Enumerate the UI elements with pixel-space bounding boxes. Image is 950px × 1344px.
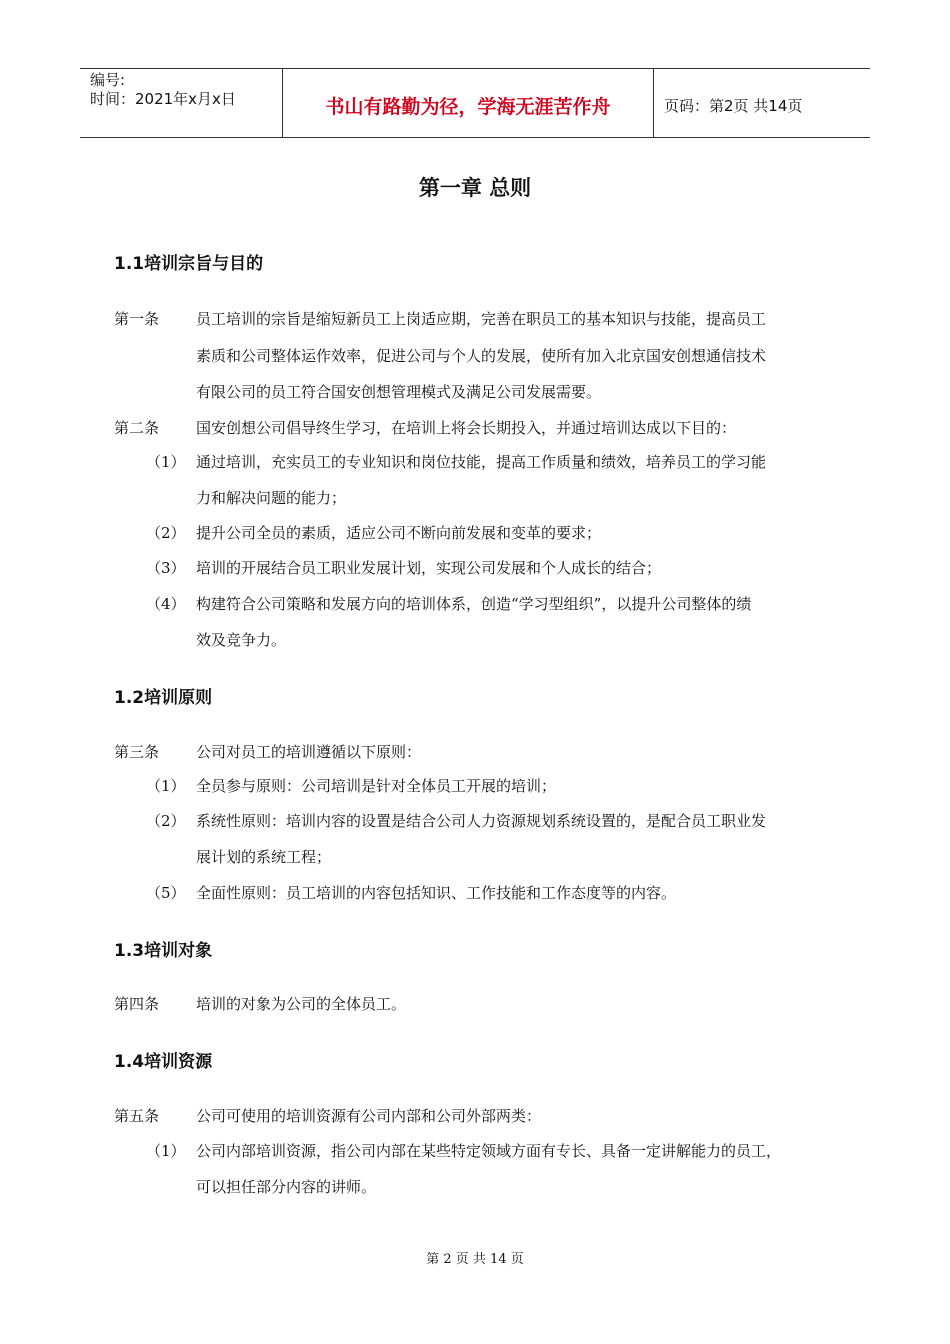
article-label: 第三条: [114, 743, 160, 761]
article-text: 国安创想公司倡导终生学习，在培训上将会长期投入，并通过培训达成以下目的：: [196, 419, 737, 437]
header-number-label: 编号:: [90, 71, 126, 89]
item-number: （1）: [146, 1142, 186, 1160]
item-text: 提升公司全员的素质，适应公司不断向前发展和变革的要求；: [196, 524, 602, 542]
article-text: 公司可使用的培训资源有公司内部和公司外部两类：: [196, 1107, 542, 1125]
page-footer: 第 2 页 共 14 页: [426, 1252, 524, 1267]
header-meta: [80, 69, 282, 137]
article-label: 第一条: [114, 310, 160, 328]
header-page-info: 页码：第2页 共14页: [664, 96, 803, 115]
section-heading: 1.4培训资源: [114, 1052, 213, 1072]
item-text: 培训的开展结合员工职业发展计划，实现公司发展和个人成长的结合；: [196, 559, 662, 577]
article-text: 员工培训的宗旨是缩短新员工上岗适应期，完善在职员工的基本知识与技能，提高员工: [196, 310, 767, 328]
article-text: 培训的对象为公司的全体员工。: [196, 995, 407, 1013]
item-text: 公司内部培训资源，指公司内部在某些特定领域方面有专长、具备一定讲解能力的员工，: [196, 1142, 782, 1160]
article-text: 公司对员工的培训遵循以下原则：: [196, 743, 422, 761]
item-text: 全员参与原则：公司培训是针对全体员工开展的培训；: [196, 777, 557, 795]
article-text: 素质和公司整体运作效率，促进公司与个人的发展，使所有加入北京国安创想通信技术: [196, 347, 767, 365]
item-number: （3）: [146, 559, 186, 577]
article-label: 第二条: [114, 419, 160, 437]
item-number: （1）: [146, 777, 186, 795]
section-heading: 1.3培训对象: [114, 941, 213, 961]
item-text: 力和解决问题的能力；: [196, 489, 347, 507]
item-text: 效及竞争力。: [196, 631, 287, 649]
article-label: 第五条: [114, 1107, 160, 1125]
item-text: 系统性原则：培训内容的设置是结合公司人力资源规划系统设置的，是配合员工职业发: [196, 812, 767, 830]
item-text: 构建符合公司策略和发展方向的培训体系，创造“学习型组织”，以提升公司整体的绩: [196, 595, 752, 613]
item-number: （2）: [146, 812, 186, 830]
header-date: 时间：2021年x月x日: [90, 90, 236, 108]
item-number: （5）: [146, 884, 186, 902]
section-heading: 1.1培训宗旨与目的: [114, 254, 264, 274]
section-heading: 1.2培训原则: [114, 688, 213, 708]
header-motto: 书山有路勤为径，学海无涯苦作舟: [282, 69, 654, 137]
item-number: （2）: [146, 524, 186, 542]
item-text: 通过培训，充实员工的专业知识和岗位技能，提高工作质量和绩效，培养员工的学习能: [196, 453, 767, 471]
item-number: （4）: [146, 595, 186, 613]
item-number: （1）: [146, 453, 186, 471]
item-text: 展计划的系统工程；: [196, 848, 332, 866]
item-text: 全面性原则：员工培训的内容包括知识、工作技能和工作态度等的内容。: [196, 884, 677, 902]
article-label: 第四条: [114, 995, 160, 1013]
document-header: [80, 68, 870, 138]
item-text: 可以担任部分内容的讲师。: [196, 1178, 377, 1196]
article-text: 有限公司的员工符合国安创想管理模式及满足公司发展需要。: [196, 383, 602, 401]
chapter-title: 第一章 总则: [418, 176, 532, 200]
